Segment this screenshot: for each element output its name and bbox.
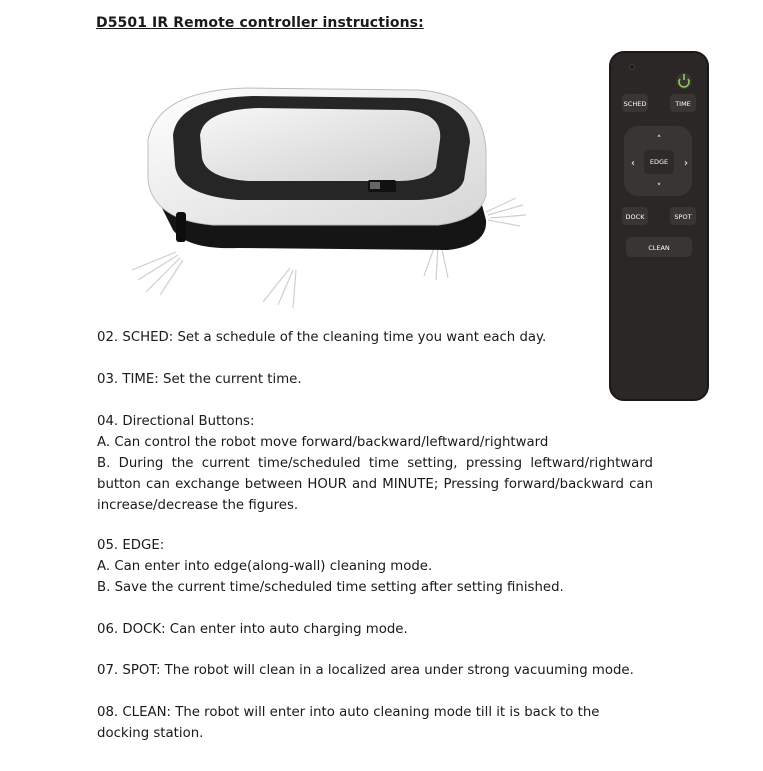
down-arrow-icon[interactable]: ˅ <box>656 183 662 193</box>
time-text: 03. TIME: Set the current time. <box>97 372 302 387</box>
left-arrow-icon[interactable]: ‹ <box>631 158 635 169</box>
spot-text: 07. SPOT: The robot will clean in a localized area under strong vacuuming mode. <box>97 663 634 678</box>
sched-button[interactable] <box>622 94 648 112</box>
up-arrow-icon[interactable]: ˄ <box>656 135 662 145</box>
spot-button[interactable] <box>670 207 696 225</box>
spot-instruction <box>97 660 653 681</box>
sched-button-label: SCHED <box>623 100 647 108</box>
dock-button[interactable] <box>622 207 648 225</box>
sched-text: 02. SCHED: Set a schedule of the cleaning time you want each day. <box>97 330 547 345</box>
edge-item-b: B. Save the current time/scheduled time setting after setting finished. <box>97 580 564 595</box>
time-instruction <box>97 369 653 390</box>
right-arrow-icon[interactable]: › <box>684 158 688 169</box>
directional-instruction <box>97 411 653 516</box>
directional-heading: 04. Directional Buttons: <box>97 414 255 429</box>
page-title: D5501 IR Remote controller instructions: <box>96 15 424 31</box>
clean-button-label: CLEAN <box>648 244 670 252</box>
spot-button-label: SPOT <box>674 213 692 221</box>
clean-button[interactable] <box>626 237 692 257</box>
dock-instruction <box>97 619 653 640</box>
directional-item-b: B. During the current time/scheduled time setting, pressing leftward/rightward button can exchange between HOUR and MINUTE; Pressing forward/backward can increase/decrease the figures. <box>97 456 653 513</box>
dock-text: 06. DOCK: Can enter into auto charging mode. <box>97 622 408 637</box>
time-button[interactable] <box>670 94 696 112</box>
clean-text: 08. CLEAN: The robot will enter into auto cleaning mode till it is back to the docking station. <box>97 705 600 741</box>
time-button-label: TIME <box>675 100 691 108</box>
remote-controller-image <box>608 50 710 402</box>
dock-button-label: DOCK <box>625 213 645 221</box>
clean-instruction <box>97 702 653 744</box>
edge-instruction <box>97 535 653 598</box>
directional-item-a: A. Can control the robot move forward/backward/leftward/rightward <box>97 435 549 450</box>
edge-heading: 05. EDGE: <box>97 538 165 553</box>
edge-item-a: A. Can enter into edge(along-wall) cleaning mode. <box>97 559 433 574</box>
robot-vacuum-image <box>118 80 530 310</box>
power-icon[interactable] <box>676 73 692 89</box>
edge-button-label: EDGE <box>649 158 669 166</box>
sched-instruction <box>97 327 653 348</box>
